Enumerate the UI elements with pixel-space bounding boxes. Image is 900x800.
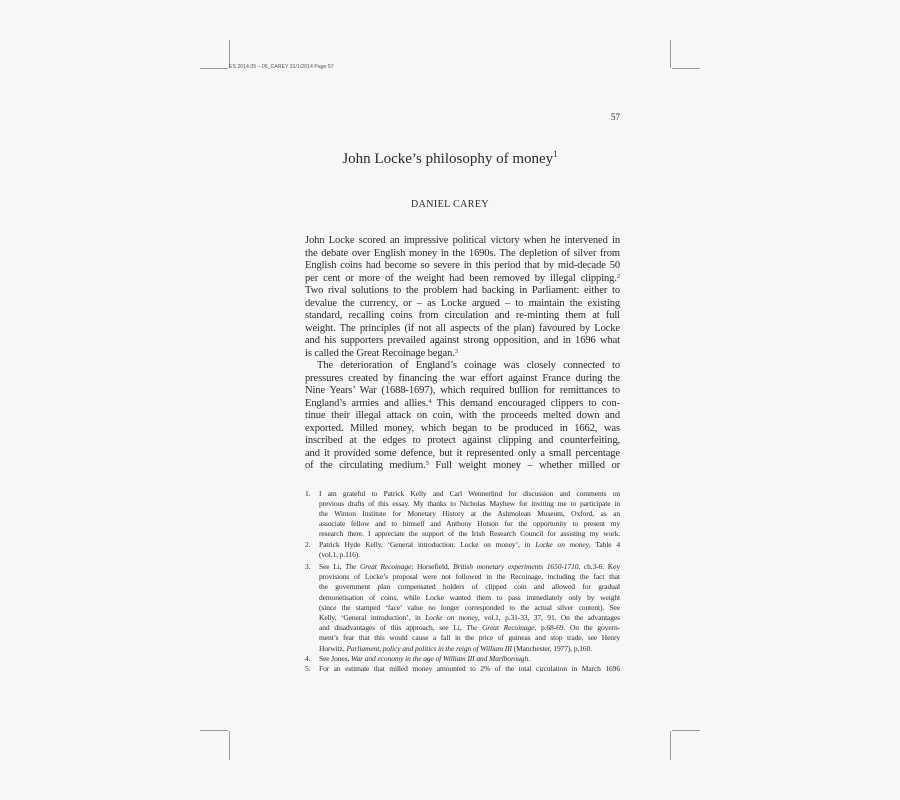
author-name: DANIEL CAREY bbox=[410, 199, 490, 210]
text-segment: John Locke scored an impressive political victory when he intervened in bbox=[305, 235, 620, 246]
text-segment: English coins had become so severe in this period that by mid-decade 50 bbox=[305, 260, 620, 271]
footnote-number: 1. bbox=[305, 488, 311, 498]
crop-mark bbox=[672, 730, 700, 731]
text-segment: . bbox=[528, 653, 530, 663]
text-segment: the Winton Institute for Monetary History at the Ashmolean Museum, Oxford, as an bbox=[319, 508, 620, 518]
text-line bbox=[319, 613, 620, 623]
text-line bbox=[319, 572, 620, 582]
text-line bbox=[305, 448, 620, 461]
text-segment: , ch.3-6. Key bbox=[578, 561, 620, 571]
text-line bbox=[305, 310, 620, 323]
text-segment: provisions of Locke’s proposal were not followed in the Recoinage, including the fact that bbox=[319, 572, 620, 582]
text-line bbox=[319, 489, 620, 499]
text-line bbox=[305, 335, 620, 348]
crop-mark bbox=[672, 68, 700, 69]
body-text bbox=[305, 235, 620, 473]
text-line bbox=[319, 582, 620, 592]
text-segment: England’s armies and allies. bbox=[305, 397, 429, 409]
footnote bbox=[305, 540, 620, 560]
text-line bbox=[319, 529, 620, 539]
text-segment: the debate over English money in the 1690s. The depletion of silver from bbox=[305, 247, 620, 259]
footnote bbox=[305, 664, 620, 674]
text-line bbox=[319, 509, 620, 519]
text-line bbox=[305, 298, 620, 311]
footnote-number: 4. bbox=[305, 653, 311, 663]
footnote-number: 2. bbox=[305, 539, 311, 549]
text-segment: standard, recalling coins from circulation and re-minting them at full bbox=[305, 310, 620, 321]
text-segment: This demand encouraged clippers to con- bbox=[431, 397, 620, 409]
text-segment: , p.68-69. On the govern- bbox=[534, 623, 620, 633]
text-line bbox=[319, 664, 620, 674]
text-line bbox=[319, 593, 620, 603]
text-line bbox=[319, 540, 620, 550]
title-text: John Locke’s philosophy of money bbox=[342, 151, 554, 167]
text-segment: is called the Great Recoinage began. bbox=[305, 347, 455, 359]
text-segment: pressures created by financing the war effort against France during the bbox=[305, 372, 620, 384]
text-segment: ; Horsefield, bbox=[411, 561, 454, 571]
text-segment: associate fellow and to himself and Anthony Hotson for the opportunity to present my bbox=[319, 519, 620, 529]
printer-slug: ES 2014 05 – 05_CAREY 31/1/2014 Page 57 bbox=[229, 64, 334, 70]
text-segment: per cent or more of the weight had been removed by illegal clipping. bbox=[305, 272, 617, 284]
text-segment: The deterioration of England’s coinage was closely connected to bbox=[317, 360, 620, 371]
text-segment: Patrick Hyde Kelly, ‘General introduction: Locke on money’, in bbox=[319, 539, 536, 549]
italic-title: The Great Recoinage bbox=[345, 561, 412, 571]
text-segment: (Manchester, 1977), p.160. bbox=[511, 643, 593, 653]
footnotes bbox=[305, 489, 620, 675]
footnote-ref: 3 bbox=[454, 347, 458, 355]
text-line bbox=[319, 654, 620, 664]
crop-mark bbox=[229, 731, 230, 760]
text-segment: Kelly, ‘General introduction’, in bbox=[319, 612, 426, 622]
text-segment: exported. Milled money, which began to be produced in 1662, was bbox=[305, 422, 620, 434]
text-line bbox=[305, 373, 620, 386]
text-segment: previous drafts of this essay. My thanks to Nicholas Mayhew for inviting me to participate in bbox=[319, 498, 620, 508]
italic-title: War and economy in the age of William III and Marlborough bbox=[351, 653, 529, 663]
text-segment: and his supporters prevailed against strong opposition, and in 1696 what bbox=[305, 335, 620, 346]
text-line bbox=[305, 360, 620, 373]
text-segment: devalue the currency, or – as Locke argued – to maintain the existing bbox=[305, 297, 620, 309]
text-segment: and it provided some defence, but it represented only a small percentage bbox=[305, 447, 620, 459]
text-line bbox=[319, 519, 620, 529]
text-segment: , Table 4 bbox=[588, 539, 621, 549]
text-line bbox=[305, 285, 620, 298]
page-number: 57 bbox=[611, 112, 620, 122]
text-line bbox=[305, 273, 620, 286]
footnote-ref: 2 bbox=[616, 272, 620, 280]
crop-mark bbox=[670, 40, 671, 68]
text-line bbox=[319, 633, 620, 643]
text-segment: Two rival solutions to the problem had backing in Parliament: either to bbox=[305, 285, 620, 296]
text-line bbox=[305, 423, 620, 436]
text-segment: (since the stamped ‘face’ value no longer corresponded to the actual silver content). See bbox=[319, 602, 620, 612]
text-line bbox=[305, 260, 620, 273]
text-line bbox=[305, 385, 620, 398]
crop-mark bbox=[200, 730, 228, 731]
text-segment: I am grateful to Patrick Kelly and Carl Wennerlind for discussion and comments on bbox=[319, 488, 620, 498]
text-segment: (vol.1, p.116). bbox=[319, 549, 360, 559]
crop-mark bbox=[670, 731, 671, 760]
text-segment: research there. I appreciate the support of the Irish Research Council for assisting my work. bbox=[319, 529, 620, 539]
text-line bbox=[305, 435, 620, 448]
footnote bbox=[305, 654, 620, 664]
italic-title: Locke on money bbox=[425, 612, 478, 622]
text-line bbox=[319, 550, 620, 560]
text-line bbox=[305, 460, 620, 473]
text-segment: weight. The principles (if not all aspects of the plan) favoured by Locke bbox=[305, 322, 620, 334]
text-segment: tinue their illegal attack on coin, with the proceeds melted down and bbox=[305, 410, 620, 421]
text-segment: of the circulating medium. bbox=[305, 460, 426, 471]
text-segment: demonetisation of coins, while Locke wanted them to pass immediately only by weight bbox=[319, 592, 620, 602]
footnote bbox=[305, 562, 620, 654]
footnote bbox=[305, 489, 620, 540]
text-line bbox=[319, 562, 620, 572]
text-line bbox=[305, 348, 620, 361]
italic-title: Parliament, policy and politics in the reign of William III bbox=[346, 643, 512, 653]
text-segment: the government plan compensated holders of clipped coin and allowed for gradual bbox=[319, 582, 620, 592]
italic-title: British monetary experiments 1650-1710 bbox=[453, 561, 579, 571]
text-segment: See Li, bbox=[319, 561, 346, 571]
page-content bbox=[305, 235, 620, 674]
text-line bbox=[319, 644, 620, 654]
text-line bbox=[305, 410, 620, 423]
footnote-ref: 4 bbox=[428, 397, 432, 405]
text-segment: For an estimate that milled money amounted to 2% of the total circulation in March 1696 bbox=[319, 663, 620, 673]
crop-mark bbox=[200, 68, 228, 69]
text-line bbox=[305, 248, 620, 261]
text-line bbox=[319, 499, 620, 509]
article-title bbox=[0, 149, 900, 168]
text-segment: , vol.1, p.31-33, 37, 91. On the advantages bbox=[477, 612, 620, 622]
text-segment: Full weight money – whether milled or bbox=[428, 460, 620, 471]
italic-title: The Great Recoinage bbox=[466, 623, 535, 633]
text-segment: ment’s fear that this would cause a fall in the price of guineas and stop trade, see Henry bbox=[319, 633, 620, 643]
text-line bbox=[305, 398, 620, 411]
title-footnote-ref: 1 bbox=[553, 149, 558, 159]
footnote-number: 5. bbox=[305, 663, 311, 673]
text-line bbox=[319, 623, 620, 633]
text-segment: and disadvantages of this approach, see Li, bbox=[319, 623, 467, 633]
text-segment: See Jones, bbox=[319, 653, 352, 663]
text-line bbox=[319, 603, 620, 613]
text-segment: Nine Years’ War (1688-1697), which required bullion for remittances to bbox=[305, 385, 620, 396]
text-line bbox=[305, 235, 620, 248]
text-line bbox=[305, 323, 620, 336]
text-segment: Horwitz, bbox=[319, 643, 347, 653]
italic-title: Locke on money bbox=[535, 539, 589, 549]
text-segment: inscribed at the edges to protect against clipping and counterfeiting, bbox=[305, 435, 620, 446]
footnote-ref: 5 bbox=[425, 460, 429, 467]
footnote-number: 3. bbox=[305, 561, 311, 571]
